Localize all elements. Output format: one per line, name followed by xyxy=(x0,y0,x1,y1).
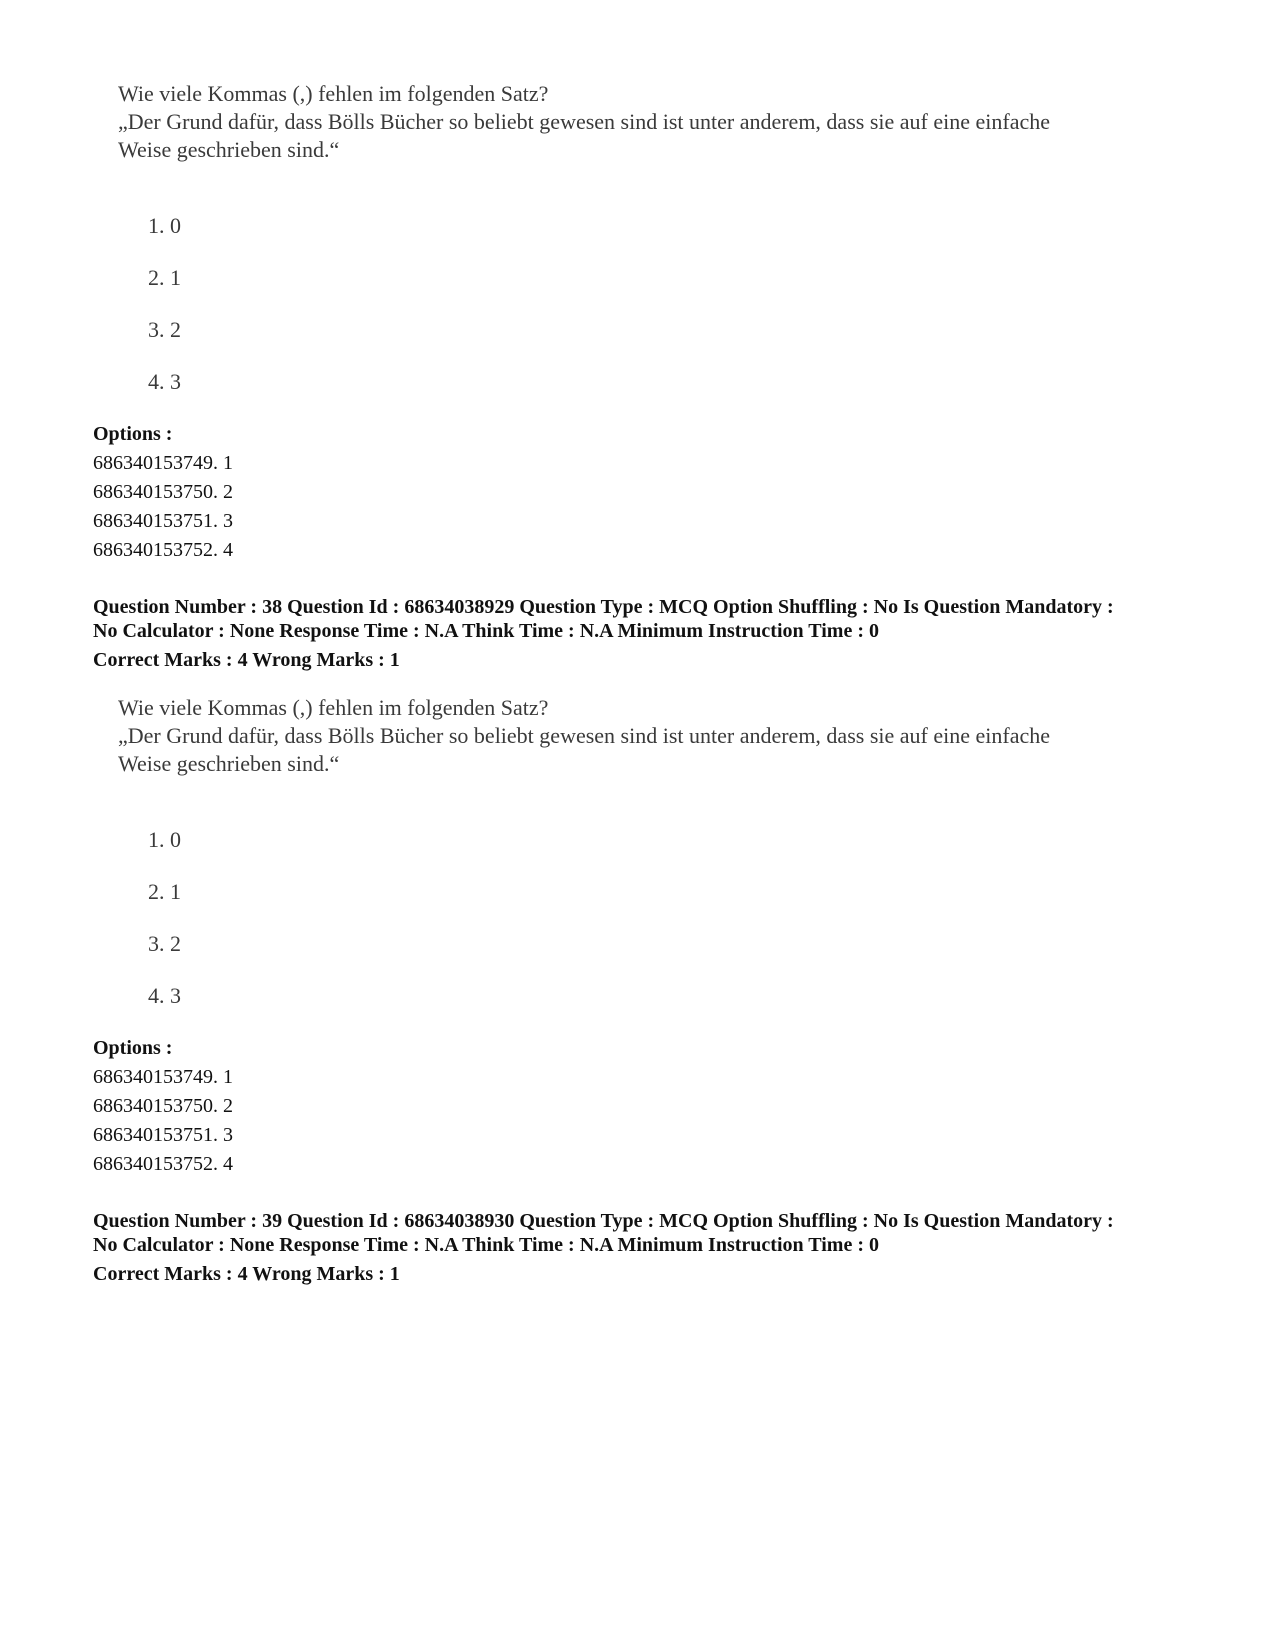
question-text-line: Weise geschrieben sind.“ xyxy=(118,137,340,162)
answer-choice: 1. 0 xyxy=(148,213,181,238)
answer-choice: 2. 1 xyxy=(148,879,181,904)
option-row: 686340153751. 3 xyxy=(93,1124,233,1146)
question-meta-line: No Calculator : None Response Time : N.A Think Time : N.A Minimum Instruction Time : 0 xyxy=(93,620,879,642)
option-row: 686340153752. 4 xyxy=(93,1153,233,1175)
question-text-line: „Der Grund dafür, dass Bölls Bücher so beliebt gewesen sind ist unter anderem, dass sie auf eine einfache xyxy=(118,723,1050,748)
question-header xyxy=(93,595,1253,672)
option-row: 686340153750. 2 xyxy=(93,1095,233,1117)
options-label: Options : xyxy=(93,423,173,445)
option-row: 686340153751. 3 xyxy=(93,510,233,532)
answer-choice: 1. 0 xyxy=(148,827,181,852)
question-meta-line: Question Number : 39 Question Id : 68634038930 Question Type : MCQ Option Shuffling : No Is Question Mandatory : xyxy=(93,1210,1114,1232)
question-marks: Correct Marks : 4 Wrong Marks : 1 xyxy=(93,1263,400,1285)
option-row: 686340153750. 2 xyxy=(93,481,233,503)
option-row: 686340153752. 4 xyxy=(93,539,233,561)
question-image xyxy=(118,694,1158,1008)
question-meta-line: No Calculator : None Response Time : N.A Think Time : N.A Minimum Instruction Time : 0 xyxy=(93,1234,879,1256)
question-meta-line: Question Number : 38 Question Id : 68634038929 Question Type : MCQ Option Shuffling : No Is Question Mandatory : xyxy=(93,596,1114,618)
option-row: 686340153749. 1 xyxy=(93,452,233,474)
option-row: 686340153749. 1 xyxy=(93,1066,233,1088)
question-text-line: Wie viele Kommas (,) fehlen im folgenden Satz? xyxy=(118,81,549,106)
question-text-line: Wie viele Kommas (,) fehlen im folgenden Satz? xyxy=(118,695,549,720)
answer-choice: 3. 2 xyxy=(148,931,181,956)
options-label: Options : xyxy=(93,1037,173,1059)
answer-choice: 4. 3 xyxy=(148,983,181,1008)
answer-choice: 2. 1 xyxy=(148,265,181,290)
answer-choice: 3. 2 xyxy=(148,317,181,342)
options-list xyxy=(93,420,233,565)
question-marks: Correct Marks : 4 Wrong Marks : 1 xyxy=(93,649,400,671)
answer-choice: 4. 3 xyxy=(148,369,181,394)
question-text-line: Weise geschrieben sind.“ xyxy=(118,751,340,776)
question-header xyxy=(93,1209,1253,1286)
question-text-line: „Der Grund dafür, dass Bölls Bücher so beliebt gewesen sind ist unter anderem, dass sie auf eine einfache xyxy=(118,109,1050,134)
question-image xyxy=(118,80,1158,394)
options-list xyxy=(93,1034,233,1179)
